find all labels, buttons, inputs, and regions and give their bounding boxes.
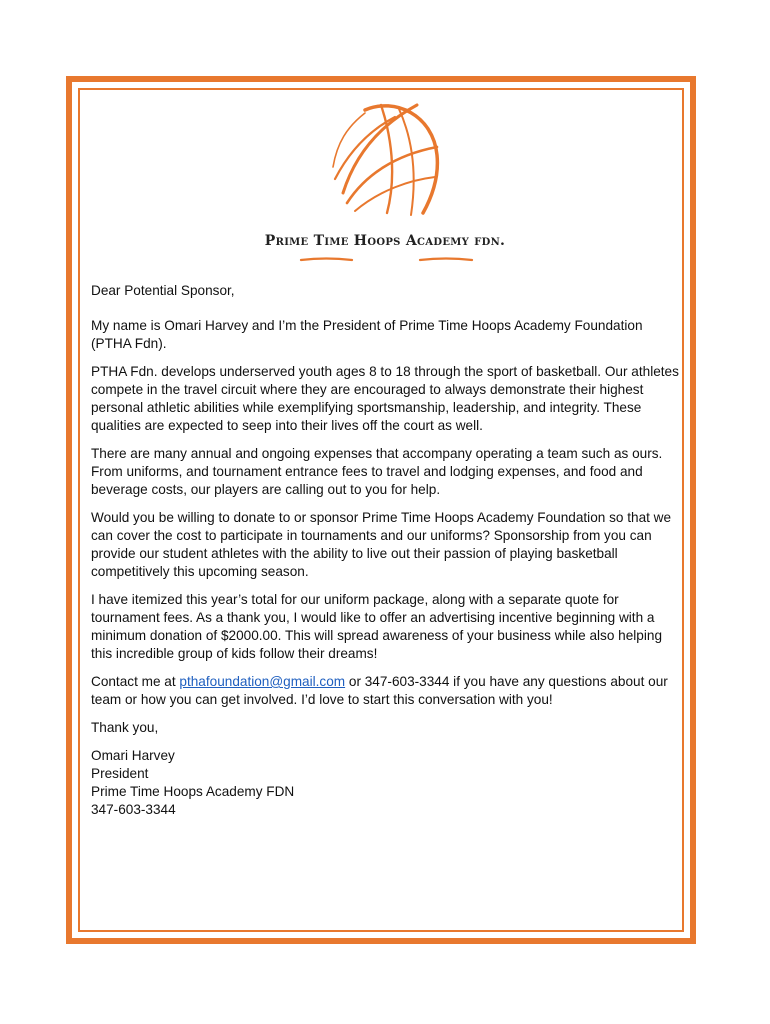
org-name-heading: Prime Time Hoops Academy fdn. bbox=[264, 233, 506, 249]
letter-greeting: Dear Potential Sponsor, bbox=[91, 283, 235, 298]
letter-paragraph-contact bbox=[91, 673, 681, 709]
contact-text-pre: Contact me at bbox=[91, 674, 180, 689]
letter-paragraph-incentive: I have itemized this year’s total for our uniform package, along with a separate quote for tournament fees. As a thank you, I would like to offer an advertising incentive beginning with a minimum donation of $2000.00. This will spread awareness of your business while also helping this incredible group of kids follow their dreams! bbox=[91, 592, 663, 661]
signature-title: President bbox=[91, 766, 149, 781]
letter-paragraph-request: Would you be willing to donate to or sponsor Prime Time Hoops Academy Foundation so that we can cover the cost to participate in tournaments and our uniforms? Sponsorship from you can provide our student athletes with the ability to live out their passion of playing basketball competitively this upcoming season. bbox=[91, 510, 672, 579]
letter-paragraph-about: PTHA Fdn. develops underserved youth ages 8 to 18 through the sport of basketball. Our athletes compete in the travel circuit where they are encouraged to always demonstrate their highest personal athletic abilities while exemplifying sportsmanship, leadership, and integrity. These qualities are expected to seep into their lives off the court as well. bbox=[91, 364, 679, 433]
signature-phone: 347-603-3344 bbox=[91, 802, 176, 817]
signature-name: Omari Harvey bbox=[91, 748, 175, 763]
org-name-underline bbox=[296, 256, 476, 264]
basketball-logo-icon bbox=[325, 95, 445, 220]
letter-body bbox=[91, 282, 681, 829]
contact-text-post: or 347-603-3344 if you have any questions about our team or how you can get involved. I’d love to start this conversation with you! bbox=[91, 674, 668, 707]
signature-block bbox=[91, 747, 681, 819]
contact-email-link[interactable]: pthafoundation@gmail.com bbox=[179, 674, 346, 689]
letter-paragraph-expenses: There are many annual and ongoing expenses that accompany operating a team such as ours. From uniforms, and tournament entrance fees to travel and lodging expenses, and food and beverage costs, our players are calling out to you for help. bbox=[91, 446, 663, 497]
signature-org: Prime Time Hoops Academy FDN bbox=[91, 784, 295, 799]
letter-paragraph-intro: My name is Omari Harvey and I’m the President of Prime Time Hoops Academy Foundation (PTHA Fdn). bbox=[91, 318, 643, 351]
letter-closing: Thank you, bbox=[91, 720, 159, 735]
